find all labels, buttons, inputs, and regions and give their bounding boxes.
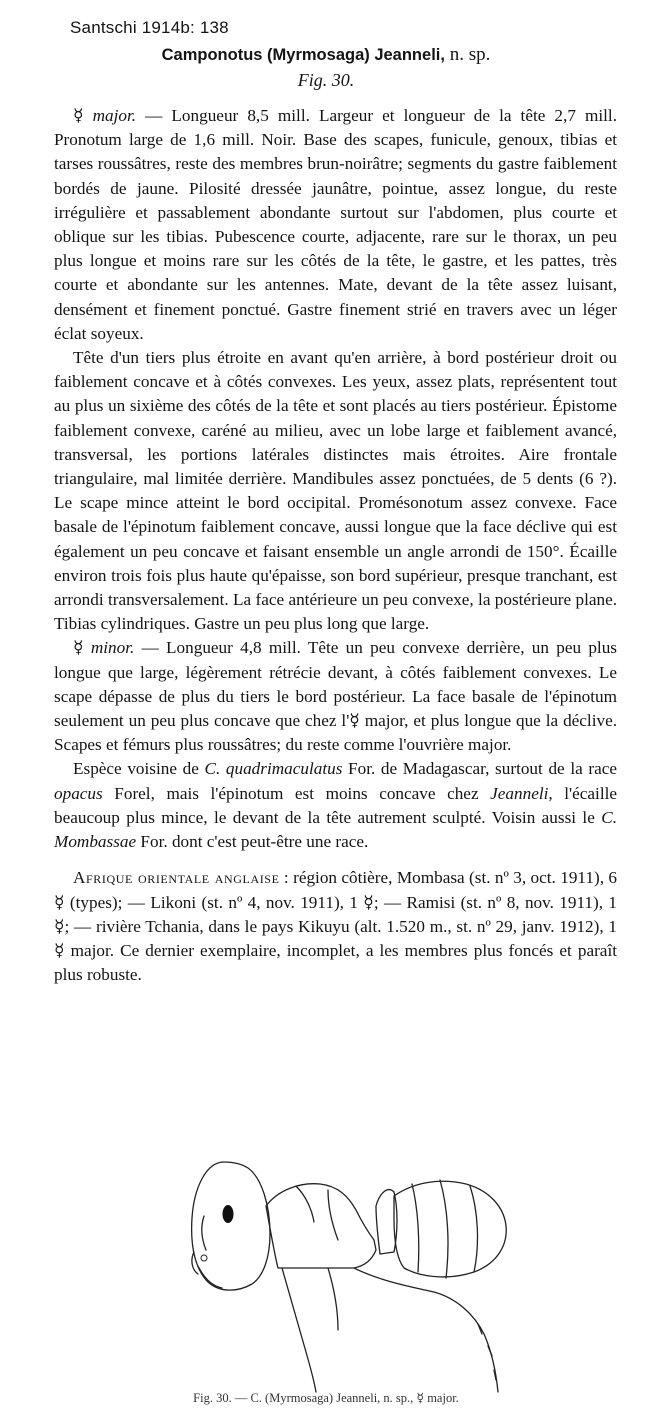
species-title: [0, 44, 652, 66]
paragraph-text: For. dont c'est peut-être une race.: [136, 832, 369, 852]
figure-caption: Fig. 30. — C. (Myrmosaga) Jeanneli, n. sp., ☿ major.: [193, 1391, 459, 1405]
paragraph-text: — Longueur 4,8 mill. Tête un peu convexe derrière, un peu plus longue que large, légèrement rétrécie devant, à côtés faiblement convexes. Le scape dépasse de plus du tiers le bord postérieur. La face basale de l'épinotum seulement un peu plus concave que chez l'☿ major, et plus longue que la déclive. Scapes et fémurs plus roussâtres; du reste comme l'ouvrière major.: [54, 638, 617, 755]
paragraph-comparison: [54, 757, 617, 854]
figure-reference-text: Fig. 30.: [297, 70, 355, 90]
figure-reference: [0, 70, 652, 91]
region-name: Afrique orientale anglaise: [73, 868, 280, 888]
ant-mesosoma: [266, 1184, 376, 1268]
paragraph-text: : région côtière, Mombasa (st. nº 3, oct. 1911), 6 ☿ (types); — Likoni (st. nº 4, nov. 1911), 1 ☿; — Ramisi (st. nº 8, nov. 1911), 1 ☿; — rivière Tchania, dans le pays Kikuyu (alt. 1.520 m., st. nº 29, janv. 1912), 1 ☿ major. Ce dernier exemplaire, incomplet, a les membres plus foncés et paraît plus robuste.: [54, 868, 618, 985]
ant-leg-hind: [354, 1268, 498, 1392]
ant-mouth-detail: [201, 1255, 207, 1261]
taxon-name: opacus: [54, 783, 103, 803]
caste-label: ☿ major.: [73, 106, 137, 125]
taxon-name: C. Mombassae: [54, 807, 617, 852]
paragraph-minor-worker: [54, 636, 617, 757]
paragraph-text: l'écaille beaucoup plus mince, le devant de la tête autrement sculpté. Voisin aussi le: [54, 783, 617, 827]
species-name: Camponotus (Myrmosaga) Jeanneli,: [161, 46, 445, 64]
ant-gaster: [394, 1181, 506, 1277]
ant-illustration: [178, 1148, 518, 1398]
ant-head-outline: [192, 1162, 270, 1290]
paragraph-head-description: [54, 346, 617, 636]
ant-leg-middle: [328, 1268, 338, 1330]
species-status: n. sp.: [449, 44, 491, 65]
ant-antenna: [202, 1216, 206, 1250]
caste-label: ☿ minor.: [73, 638, 135, 658]
ant-leg-front: [282, 1268, 316, 1392]
paragraph-major-worker: [54, 104, 617, 346]
ant-eye: [223, 1205, 234, 1223]
paragraph-text: Forel, mais l'épinotum est moins concave chez: [102, 783, 491, 803]
paragraph-text: Tête d'un tiers plus étroite en avant qu'en arrière, à bord postérieur droit ou faiblement concave et à côtés convexes. Les yeux, assez plats, représentent tout au plus un sixième des côtés de la tête et sont placés au tiers postérieur. Épistome faiblement convexe, caréné au milieu, avec un lobe large et faiblement avancé, transversal, les portions latérales distinctes mais étroites. Aire frontale triangulaire, mal limitée derrière. Mandibules assez ponctuées, de 5 dents (6 ?). Le scape mince atteint le bord occipital. Promésonotum assez convexe. Face basale de l'épinotum faiblement concave, aussi longue que la face déclive qui est également un peu concave et faisant ensemble un angle arrondi de 150°. Écaille environ trois fois plus haute qu'épaisse, son bord supérieur, presque tranchant, est arrondi transversalement. La face antérieure un peu convexe, la postérieure plane. Tibias cylindriques. Gastre un peu plus long que large.: [54, 348, 617, 634]
taxon-name: Jeanneli,: [490, 783, 553, 803]
citation: Santschi 1914b: 138: [70, 18, 229, 37]
paragraph-text: — Longueur 8,5 mill. Largeur et longueur de la tête 2,7 mill. Pronotum large de 1,6 mill. Noir. Base des scapes, funicule, genoux, tibias et tarses roussâtres, reste des membres brun-noirâtre; segments du gastre faiblement bordés de jaune. Pilosité dressée jaunâtre, pointue, assez longue, du reste irrégulière et passablement abondante surtout sur l'abdomen, plus courte et oblique sur les tibias. Pubescence courte, adjacente, rare sur le thorax, un peu plus longue et moins rare sur les côtés de la tête, le gastre, et les pattes, très courte et abondante sur les antennes. Mate, devant de la tête assez luisant, densément et finement ponctué. Gastre finement strié en travers avec un léger éclat soyeux.: [54, 106, 617, 343]
paragraph-text: Espèce voisine de: [73, 759, 205, 779]
paragraph-localities: [54, 866, 617, 987]
description-body: [54, 104, 617, 987]
paragraph-text: For. de Madagascar, surtout de la race: [342, 759, 617, 779]
taxon-name: C. quadrimaculatus: [204, 759, 343, 779]
